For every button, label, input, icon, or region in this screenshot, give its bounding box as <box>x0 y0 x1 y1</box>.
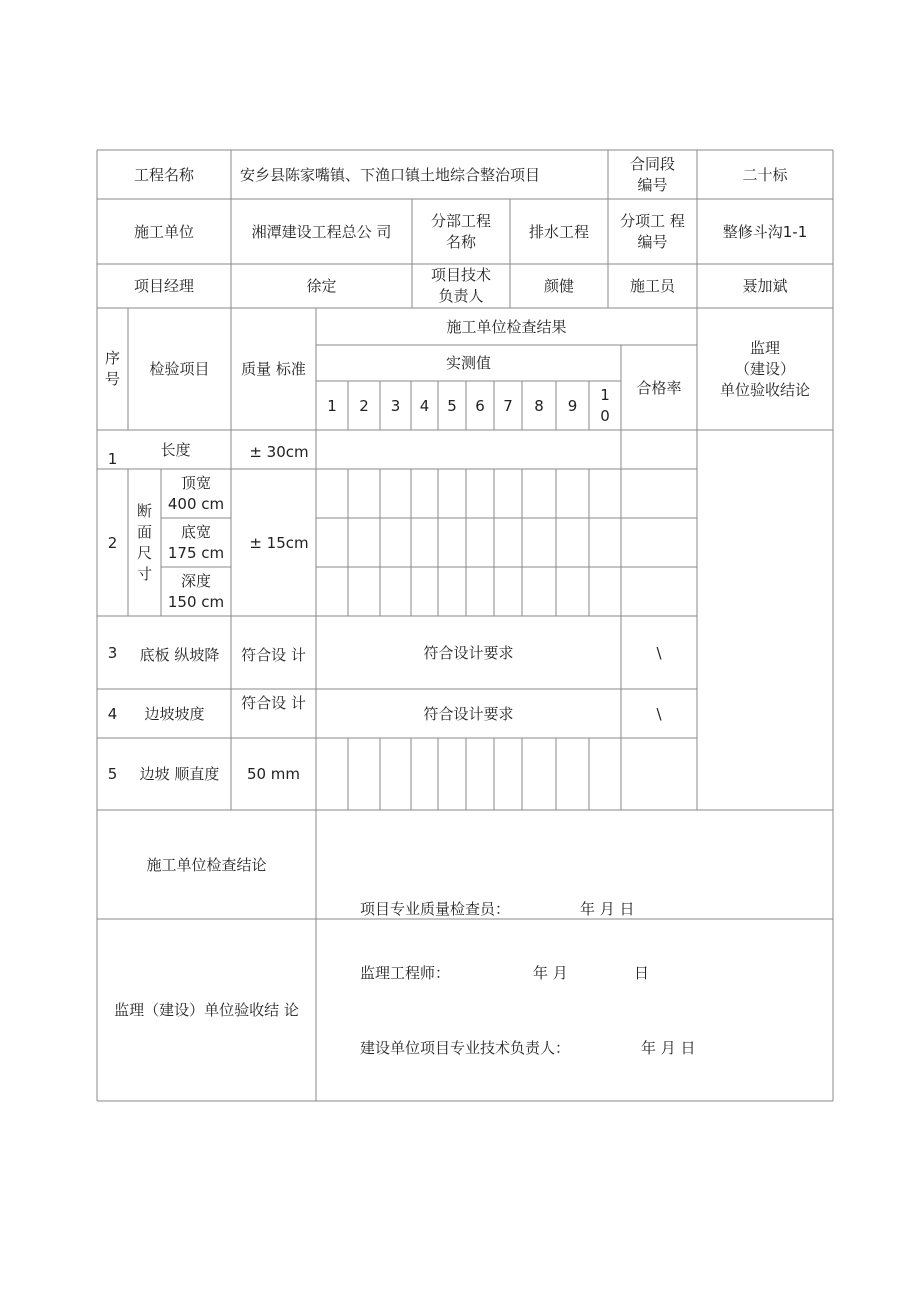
row-2-sub-bottom-width: 底宽 175 cm <box>167 522 225 562</box>
quality-inspector-label: 项目专业质量检查员： <box>360 900 511 918</box>
tech-lead-label: 项目技术 负责人 <box>430 266 491 305</box>
row-3-standard: 符合设 计 <box>241 645 306 664</box>
worker-value: 聂加斌 <box>742 277 788 295</box>
manager-value: 徐定 <box>306 277 337 295</box>
seq-header: 序 号 <box>104 349 120 388</box>
row-2-group: 断 面 尺 寸 <box>136 501 152 583</box>
check-result-header: 施工单位检查结果 <box>446 317 567 336</box>
row-3-pass-rate: \ <box>656 643 662 662</box>
division-label: 分部工程 名称 <box>430 211 491 251</box>
pass-rate-header: 合格率 <box>636 378 682 397</box>
row-4-no: 4 <box>107 704 118 723</box>
col-header: 6 <box>475 396 485 415</box>
row-5-standard: 50 mm <box>246 765 301 783</box>
row-4-pass-rate: \ <box>656 704 662 723</box>
row-3-item: 底板 纵坡降 <box>139 645 220 664</box>
row-3-result: 符合设计要求 <box>423 643 514 662</box>
manager-label: 项目经理 <box>133 277 194 295</box>
supervisor-header: 监理 （建设） 单位验收结论 <box>719 338 810 399</box>
row-1-item: 长度 <box>160 440 191 459</box>
row-1-standard: ± 30cm <box>249 442 309 461</box>
col-header: 3 <box>390 396 401 415</box>
row-4-result: 符合设计要求 <box>423 704 514 723</box>
col-header: 9 <box>567 396 578 415</box>
division-value: 排水工程 <box>528 222 589 241</box>
engineer-date-year-month: 年 月 <box>533 964 568 982</box>
col-header: 7 <box>503 396 513 415</box>
contractor-value: 湘潭建设工程总公 司 <box>251 222 392 241</box>
owner-tech-lead-label: 建设单位项目专业技术负责人： <box>360 1039 571 1057</box>
col-header: 5 <box>447 396 457 415</box>
contractor-label: 施工单位 <box>133 222 194 241</box>
subitem-value: 整修斗沟1-1 <box>722 222 808 241</box>
measured-header: 实测值 <box>445 354 491 372</box>
col-header: 1 <box>327 396 337 415</box>
col-header: 1 0 <box>600 385 610 425</box>
row-1-no: 1 <box>107 450 118 468</box>
row-5-item: 边坡 顺直度 <box>139 765 220 783</box>
row-2-sub-depth: 深度 150 cm <box>167 571 225 611</box>
tech-lead-value: 颜健 <box>543 277 574 295</box>
subitem-label: 分项工 程 编号 <box>620 211 685 251</box>
row-5-no: 5 <box>107 765 118 783</box>
row-2-sub-top-width: 顶宽 400 cm <box>167 473 225 513</box>
col-header: 2 <box>359 396 369 415</box>
project-name-value: 安乡县陈家嘴镇、下渔口镇土地综合整治项目 <box>240 165 541 184</box>
row-4-item: 边坡坡度 <box>144 704 205 723</box>
engineer-date-day: 日 <box>634 964 650 982</box>
row-2-no: 2 <box>107 533 118 552</box>
item-header: 检验项目 <box>149 360 210 378</box>
standard-header: 质量 标准 <box>241 360 306 378</box>
contract-section-value: 二十标 <box>742 165 788 184</box>
supervising-engineer-label: 监理工程师： <box>360 964 451 982</box>
inspector-date: 年 月 日 <box>580 900 635 918</box>
project-name-label: 工程名称 <box>133 165 194 184</box>
row-2-standard: ± 15cm <box>249 533 309 552</box>
supervisor-conclusion-label: 监理（建设）单位验收结 论 <box>114 1001 299 1019</box>
row-3-no: 3 <box>107 643 118 662</box>
contractor-conclusion-label: 施工单位检查结论 <box>146 855 267 874</box>
row-4-standard: 符合设 计 <box>241 694 306 712</box>
col-header: 4 <box>419 396 430 415</box>
contract-section-label: 合同段 编号 <box>629 154 675 194</box>
col-header: 8 <box>534 396 544 415</box>
worker-label: 施工员 <box>629 277 675 295</box>
owner-tech-lead-date: 年 月 日 <box>641 1039 696 1057</box>
